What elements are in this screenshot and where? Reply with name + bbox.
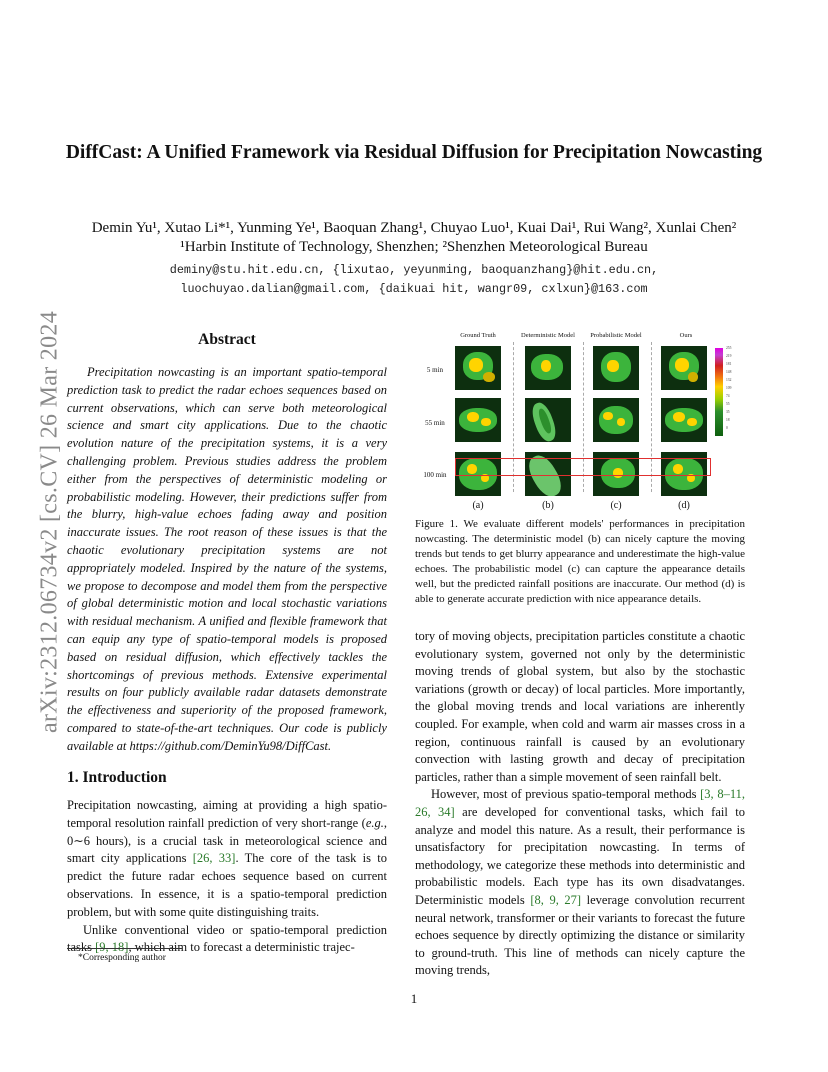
arxiv-identifier-stamp: arXiv:2312.06734v2 [cs.CV] 26 Mar 2024: [36, 310, 63, 734]
colorbar-tick: 18: [726, 418, 730, 422]
radar-tile: [455, 346, 501, 390]
citation-link[interactable]: [9, 18]: [95, 940, 129, 955]
subfigure-label-d: (d): [678, 500, 690, 511]
right-text-span: are developed for conventional tasks, which fail to analyze and model this nature. As a result, their performance is unsatisfactory for precipitation nowcasting. In terms of methodology, we categorize these methods into deterministic and probabilistic models. Each type has its own disadvatanges. Deterministic models: [415, 804, 745, 907]
intro-paragraph-2: [67, 922, 387, 958]
footnote-rule: [67, 948, 182, 949]
radar-tile: [525, 398, 571, 442]
row-label-100min: 100 min: [423, 471, 447, 479]
intro-text-span: Precipitation nowcasting, aiming at providing a high spatio-temporal resolution rainfall prediction of very short-range (: [67, 798, 387, 830]
colorbar-tick: 181: [726, 362, 732, 366]
citation-link[interactable]: [3, 8–11, 26, 34]: [415, 787, 746, 819]
radar-tile: [593, 398, 639, 442]
radar-tile: [455, 398, 501, 442]
row-label-55min: 55 min: [425, 419, 445, 427]
right-paragraph-1: tory of moving objects, precipitation particles constitute a chaotic evolutionary system, governed not only by the deterministic moving trends of global system, but also by the stochastic variations (growth or decay) of local particles. More importantly, the global moving trends and local variations are inherently coupled. For example, when cold and warm air masses cross in a region, continuous rainfall is caused by an evolutionary convection with lasting growth and decay of precipitation particles, rather than a simple movement of seen rainfall belt.: [415, 629, 745, 784]
right-column-text: [415, 628, 745, 980]
row-label-5min: 5 min: [426, 366, 444, 374]
column-header-deterministic: Deterministic Model: [521, 332, 575, 339]
colorbar-tick: 132: [726, 378, 732, 382]
citation-link[interactable]: [26, 33]: [192, 851, 236, 866]
colorbar-tick: 109: [726, 386, 732, 390]
introduction-heading: 1. Introduction: [67, 769, 167, 786]
intro-paragraph-1: [67, 797, 387, 922]
introduction-text: [67, 797, 387, 957]
subfigure-label-a: (a): [472, 500, 484, 511]
colorbar: [715, 348, 723, 436]
page-number: 1: [410, 991, 418, 1006]
colorbar-tick: 55: [726, 402, 730, 406]
affiliations: ¹Harbin Institute of Technology, Shenzhen; ²Shenzhen Meteorological Bureau: [180, 239, 648, 255]
email-line-1: deminy@stu.hit.edu.cn, {lixutao, yeyunming, baoquanzhang}@hit.edu.cn,: [169, 263, 659, 277]
highlight-region-box: [455, 458, 711, 476]
author-list: Demin Yu¹, Xutao Li*¹, Yunming Ye¹, Baoquan Zhang¹, Chuyao Luo¹, Kuai Dai¹, Rui Wang², Xunlai Chen²: [91, 220, 737, 236]
colorbar-tick: 255: [726, 346, 732, 350]
right-paragraph-2: [415, 786, 745, 980]
citation-link[interactable]: [8, 9, 27]: [530, 892, 582, 907]
figure-1-caption: Figure 1. We evaluate different models' performances in precipitation nowcasting. The deterministic model (b) can nicely capture the moving trends but tends to get blurry appearance and underestimate the high-value echoes. The probabilistic model (c) can capture the appearance details well, but the predicted rainfall positions are inaccurate. Our method (d) is able to generate accurate prediction with nice appearance details.: [415, 518, 745, 605]
figure-1-radar-comparison: [415, 328, 745, 516]
abstract-text: Precipitation nowcasting is an important spatio-temporal prediction task to predict the radar echoes sequences based on current observations, which can serve both meteorological science and smart city applications. Due to the chaotic evolution nature of the precipitation systems, it is a very challenging problem. Previous studies address the problem either from the perspectives of deterministic modeling or probabilistic modeling. However, their predictions suffer from the blurry, high-value echoes fading away and position inaccurate issues. The root reason of these issues is that the chaotic evolutionary precipitation systems are not appropriately modeled. Inspired by the nature of the systems, we propose to decompose and model them from the perspective of global deterministic motion and local stochastic variations with residual mechanism. A unified and flexible framework that can equip any type of spatio-temporal models is proposed based on residual diffusion, which effectively tackles the shortcomings of previous methods. Extensive experimental results on four publicly available radar datasets demonstrate the effectiveness and superiority of the proposed framework, compared to state-of-the-art techniques. Our code is publicly available at https://github.com/DeminYu98/DiffCast.: [67, 365, 387, 753]
column-header-ours: Ours: [679, 332, 693, 339]
abstract-heading: Abstract: [198, 331, 256, 348]
radar-tile: [593, 346, 639, 390]
paper-title: DiffCast: A Unified Framework via Residual Diffusion for Precipitation Nowcasting: [65, 142, 763, 163]
intro-text-span: , 0∼6 hours), is a crucial task in meteorological science and smart city applications: [67, 815, 387, 866]
radar-tile: [525, 346, 571, 390]
intro-eg-span: e.g.: [365, 815, 384, 830]
footnote-corresponding-author: *Corresponding author: [78, 953, 166, 963]
intro-text-span: . The core of the task is to predict the future radar echoes sequence based on current observations. In essence, it is a spatio-temporal prediction problem, but with some quite distinguishing traits.: [67, 851, 387, 919]
intro-text-span: Unlike conventional video or spatio-temporal prediction tasks: [67, 922, 387, 955]
right-text-span: However, most of previous spatio-temporal methods: [431, 787, 701, 802]
intro-text-span: , which aim to forecast a deterministic trajec-: [128, 940, 355, 955]
column-header-ground-truth: Ground Truth: [460, 332, 496, 339]
colorbar-tick: 148: [726, 370, 732, 374]
subfigure-label-b: (b): [542, 500, 554, 511]
colorbar-tick: 35: [726, 410, 730, 414]
colorbar-tick: 219: [726, 354, 732, 358]
radar-tile: [661, 346, 707, 390]
colorbar-tick: 0: [726, 426, 728, 430]
colorbar-tick: 74: [726, 394, 730, 398]
email-line-2: luochuyao.dalian@gmail.com, {daikuai hit, wangr09, cxlxun}@163.com: [180, 282, 648, 296]
right-text-span: leverage convolution recurrent neural network, transformer or their variants to forecast the future echoes sequence by directly optimizing the distance or similarity to ground-truth. This line of methods can nicely capture the moving trends,: [415, 892, 745, 978]
radar-tile: [661, 398, 707, 442]
column-header-probabilistic: Probabilistic Model: [590, 332, 642, 339]
subfigure-label-c: (c): [610, 500, 622, 511]
